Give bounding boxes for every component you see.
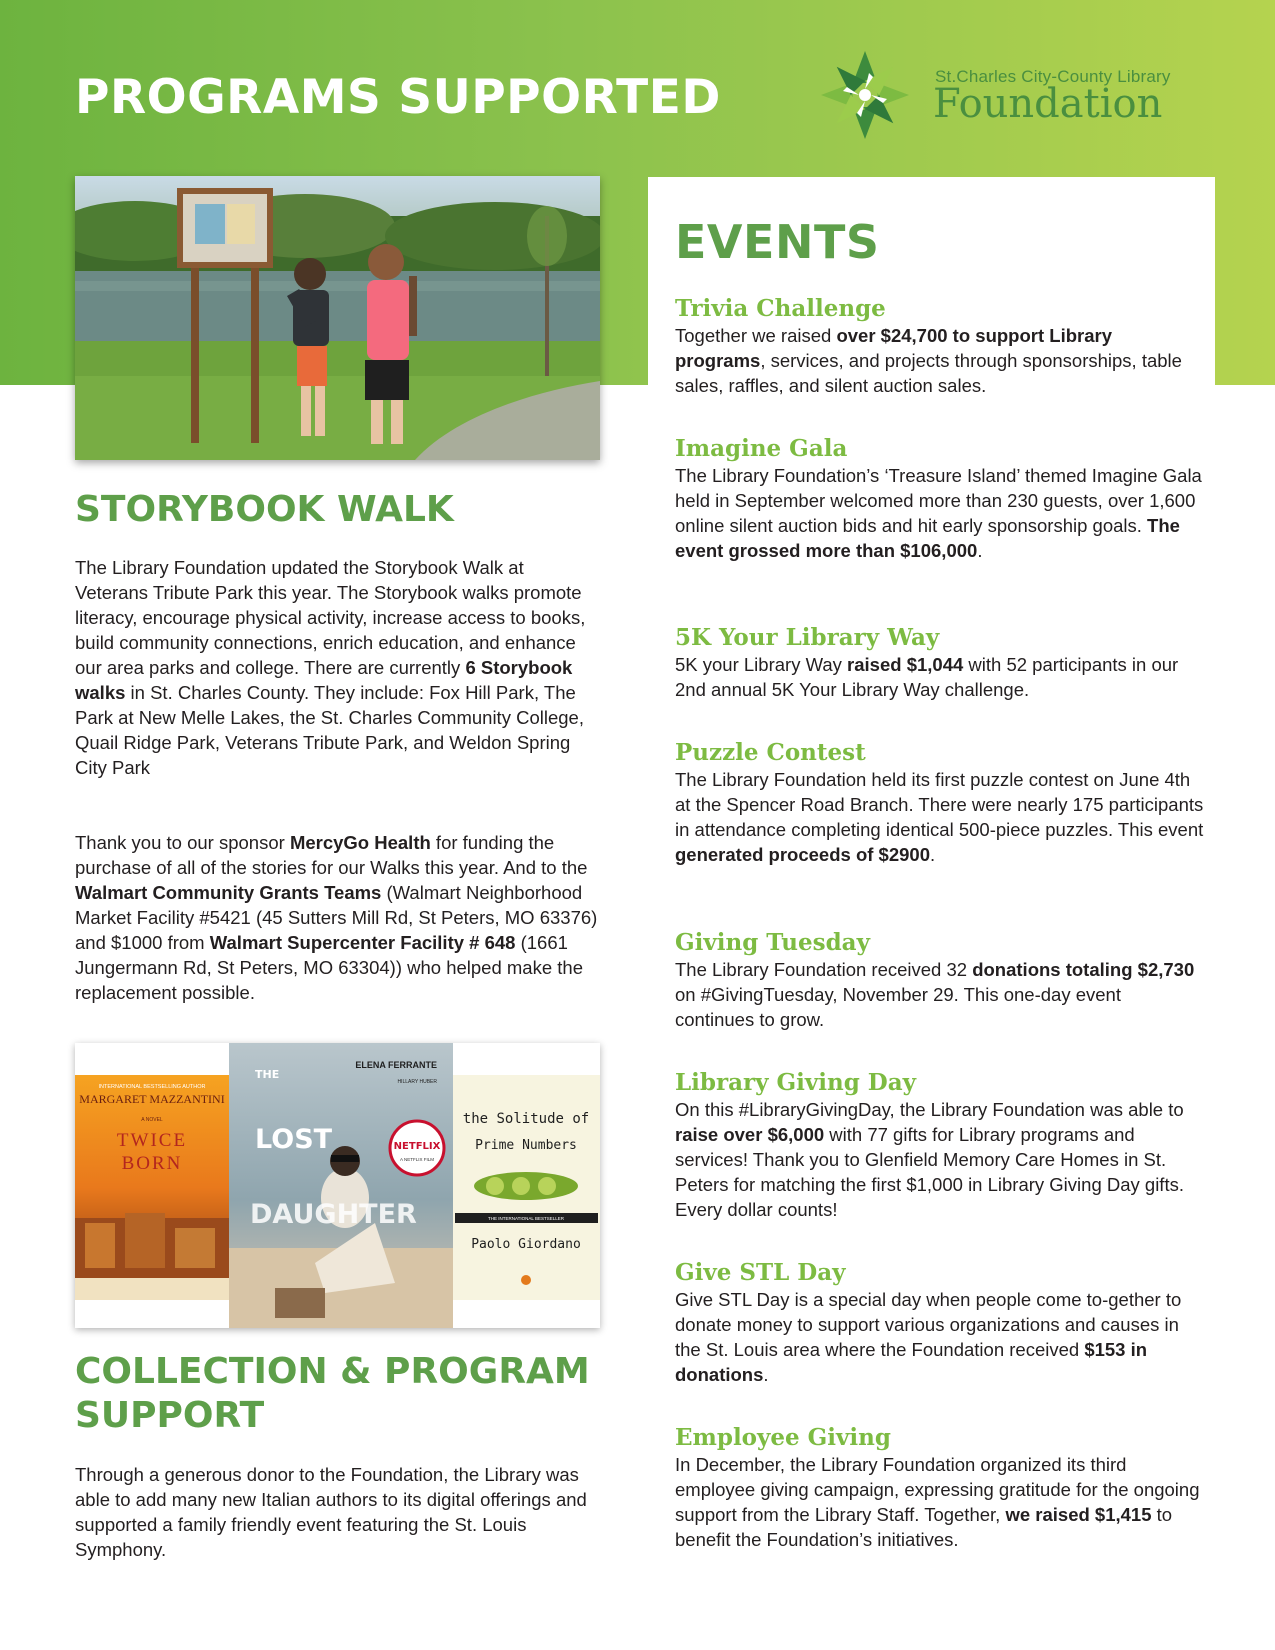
event-title: Giving Tuesday [675,929,870,956]
bold-text-run: raise over $6,000 [675,1124,825,1145]
book3-banner: THE INTERNATIONAL BESTSELLER [487,1216,565,1221]
text-run: . [977,540,983,561]
event-description [675,1097,1205,1222]
bold-text-run: Walmart Supercenter Facility # 648 [209,932,516,953]
event-title: 5K Your Library Way [675,624,940,651]
bold-text-run: donations totaling $2,730 [972,959,1195,980]
book2-badge: NETFLIX [393,1141,441,1152]
foundation-logo [815,45,1235,145]
bold-text-run: over $24,700 to support Library programs [675,325,1112,371]
book2-title3: DAUGHTER [250,1199,417,1230]
event-description [675,323,1205,398]
book1-subtitle: A NOVEL [141,1117,163,1123]
text-run: The Library Foundation received 32 [675,959,973,980]
text-run: The Library Foundation updated the Storybook Walk at Veterans Tribute Park this year. The Storybook walks promote literacy, encourage physical activity, increase access to books, build community connections, enrich education, and enhance our area parks and college. There are currently [75,557,586,678]
event-title: Library Giving Day [675,1069,917,1096]
text-run: Through a generous donor to the Foundation, the Library was able to add many new Italian authors to its digital offerings and supported a family friendly event featuring the St. Louis Symphony. [75,1464,587,1560]
text-run: . [930,844,936,865]
book2-badge-sub: A NETFLIX FILM [399,1157,435,1162]
storybook-paragraph-1 [75,555,595,780]
book2-reader: HILLARY HUBER [397,1079,437,1085]
book3-title2: Prime Numbers [475,1138,577,1153]
event-trivia-challenge [675,295,1205,398]
storybook-heading: STORYBOOK WALK [75,489,454,530]
text-run: with 77 gifts for Library programs and services! Thank you to Glenfield Memory Care Homes in St. Peters for matching the first $1,000 in Library Giving Day gifts. Every dollar counts! [675,1124,1184,1220]
text-run: Together we raised [675,325,837,346]
book1-title1: TWICE [116,1130,188,1151]
book3-author: Paolo Giordano [471,1237,581,1252]
storybook-walk-photo [75,176,600,460]
text-run: , services, and projects through sponsorships, table sales, raffles, and silent auction sales. [675,350,1182,396]
text-run: 5K your Library Way [675,654,848,675]
book1-author: MARGARET MAZZANTINI [79,1092,225,1106]
bold-text-run: The event grossed more than $106,000 [675,515,1180,561]
text-run: Thank you to our sponsor [75,832,290,853]
text-run: On this #LibraryGivingDay, the Library Foundation was able to [675,1099,1184,1120]
text-run: to benefit the Foundation’s initiatives. [675,1504,1173,1550]
event-title: Give STL Day [675,1259,846,1286]
event-title: Trivia Challenge [675,295,886,322]
text-run: The Library Foundation’s ‘Treasure Island’ themed Imagine Gala held in September welcomed more than 230 guests, over 1,600 online silent auction bids and hit early sponsorship goals. [675,465,1202,536]
event-library-giving-day [675,1069,1205,1222]
text-run: . [763,1364,769,1385]
event-imagine-gala [675,435,1205,563]
text-run: in St. Charles County. They include: Fox Hill Park, The Park at New Melle Lakes, the St. Charles Community College, Quail Ridge Park, Veterans Tribute Park, and Weldon Spring City Park [75,682,584,778]
text-run: on #GivingTuesday, November 29. This one-day event continues to grow. [675,984,1121,1030]
event-description [675,652,1205,702]
collection-heading-line-1: COLLECTION & PROGRAM [75,1351,590,1392]
events-panel [648,177,1215,1650]
bold-text-run: we raised $1,415 [1005,1504,1152,1525]
logo-library-name: St.Charles City-County Library [935,67,1171,86]
collection-paragraph [75,1462,600,1562]
event-description [675,1452,1205,1552]
bold-text-run: 6 Storybook walks [75,657,573,703]
text-run: The Library Foundation held its first puzzle contest on June 4th at the Spencer Road Branch. There were nearly 175 participants in attendance completing identical 500-piece puzzles. This event [675,769,1204,840]
event-puzzle-contest [675,739,1205,867]
book-covers-image [75,1043,600,1328]
bold-text-run: generated proceeds of $2900 [675,844,930,865]
book2-title2: LOST [255,1124,333,1155]
event-title: Employee Giving [675,1424,891,1451]
star-logo-icon [815,45,915,145]
text-run: (Walmart Neighborhood Market Facility #5421 (45 Sutters Mill Rd, St Peters, MO 63376) and $1000 from [75,882,598,953]
text-run: for funding the purchase of all of the stories for our Walks this year. And to the [75,832,588,878]
event-title: Puzzle Contest [675,739,866,766]
event-5k-your-library-way [675,624,1205,702]
logo-foundation: Foundation [933,81,1163,127]
bold-text-run: Walmart Community Grants Teams [75,882,382,903]
event-description [675,1287,1205,1387]
page-title: PROGRAMS SUPPORTED [75,70,721,125]
storybook-paragraph-2 [75,830,600,1005]
book2-author: ELENA FERRANTE [355,1060,437,1070]
collection-heading-line-2: SUPPORT [75,1395,265,1436]
book1-series: INTERNATIONAL BESTSELLING AUTHOR [98,1084,206,1090]
event-title: Imagine Gala [675,435,848,462]
text-run: Give STL Day is a special day when people come to-gether to donate money to support various organizations and causes in the St. Louis area where the Foundation received [675,1289,1182,1360]
event-give-stl-day [675,1259,1205,1387]
bold-text-run: $153 in donations [675,1339,1148,1385]
book2-title1: THE [255,1068,280,1081]
text-run: (1661 Jungermann Rd, St Peters, MO 63304)) who helped make the replacement possible. [75,932,583,1003]
events-heading: EVENTS [675,215,880,269]
collection-heading [75,1350,590,1438]
event-employee-giving [675,1424,1205,1552]
event-giving-tuesday [675,929,1205,1032]
book1-title2: BORN [121,1153,183,1174]
bold-text-run: MercyGo Health [289,832,431,853]
text-run: In December, the Library Foundation organized its third employee giving campaign, expressing gratitude for the ongoing support from the Library Staff. Together, [675,1454,1200,1525]
event-description [675,767,1205,867]
text-run: with 52 participants in our 2nd annual 5K Your Library Way challenge. [675,654,1179,700]
event-description [675,957,1205,1032]
bold-text-run: raised $1,044 [847,654,964,675]
event-description [675,463,1205,563]
book3-title1: the Solitude of [462,1111,590,1127]
